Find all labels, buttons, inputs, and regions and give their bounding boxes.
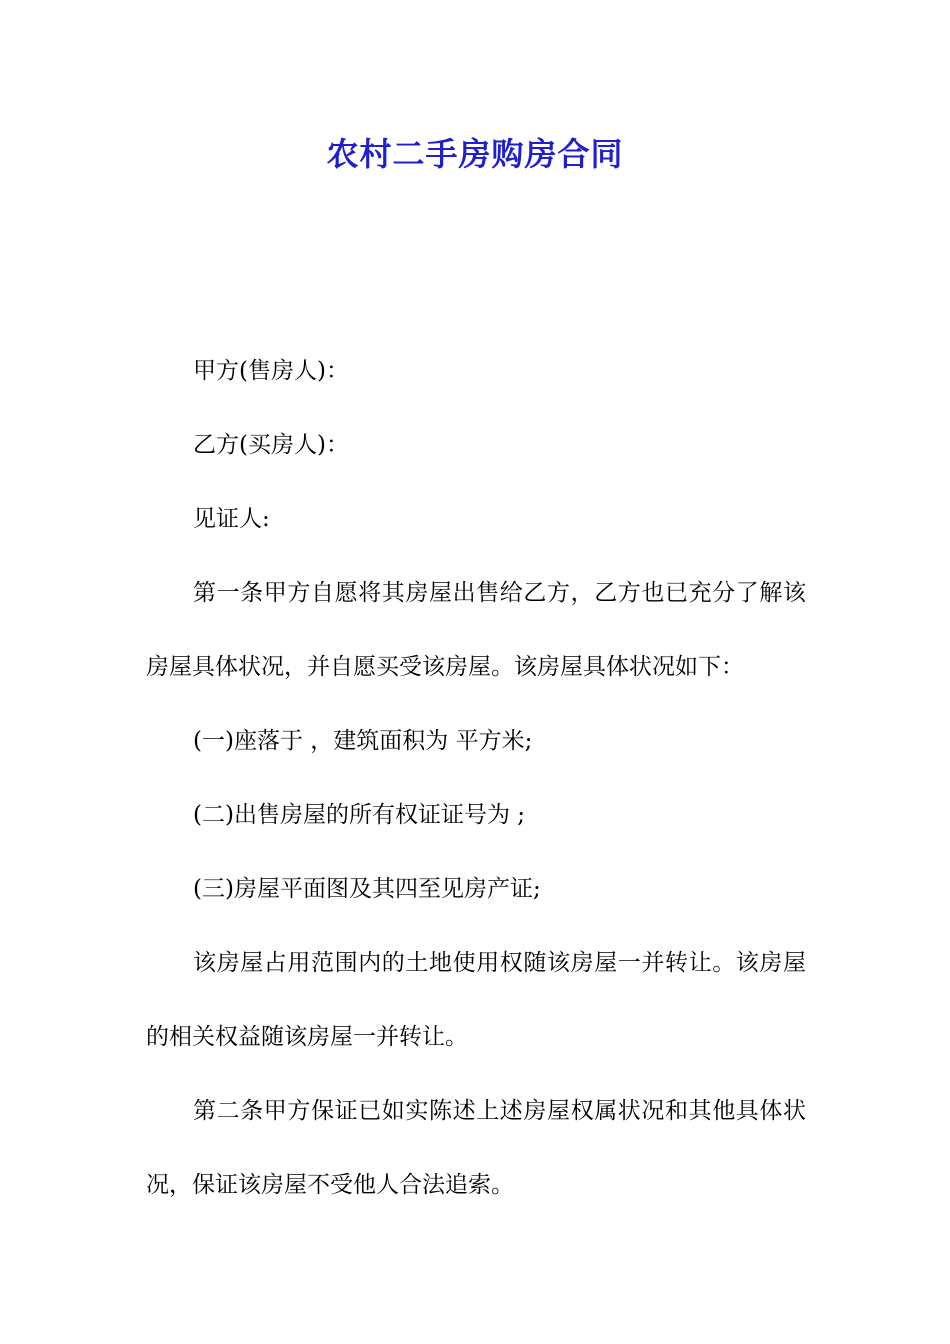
item-3-paragraph: (三)房屋平面图及其四至见房产证; <box>193 876 541 902</box>
party-a-line: 甲方(售房人)： <box>193 358 349 384</box>
document-body <box>146 334 806 1222</box>
article-1-paragraph: 第一条甲方自愿将其房屋出售给乙方，乙方也已充分了解该房屋具体状况，并自愿买受该房屋。该房屋具体状况如下： <box>146 580 806 680</box>
witness-line: 见证人: <box>193 506 270 532</box>
party-b-line: 乙方(买房人)： <box>193 432 349 458</box>
item-1-paragraph: (一)座落于 ，建筑面积为 平方米; <box>193 728 533 754</box>
document-title: 农村二手房购房合同 <box>326 135 624 173</box>
article-2-paragraph: 第二条甲方保证已如实陈述上述房屋权属状况和其他具体状况，保证该房屋不受他人合法追索。 <box>146 1098 806 1198</box>
land-rights-paragraph: 该房屋占用范围内的土地使用权随该房屋一并转让。该房屋的相关权益随该房屋一并转让。 <box>146 950 806 1050</box>
item-2-paragraph: (二)出售房屋的所有权证证号为 ; <box>193 802 526 828</box>
